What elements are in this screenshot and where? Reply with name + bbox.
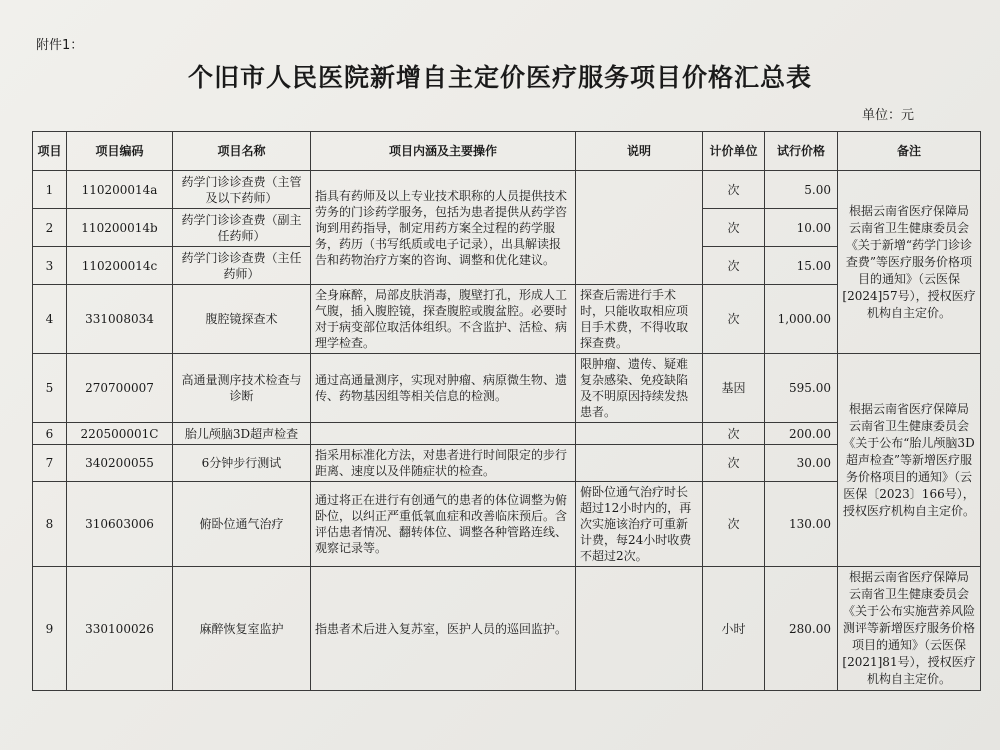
table-row — [33, 354, 981, 423]
row-unit: 小时 — [703, 567, 765, 691]
row-index: 4 — [33, 285, 67, 354]
row-index: 1 — [33, 171, 67, 209]
row-index: 8 — [33, 482, 67, 567]
row-name: 腹腔镜探查术 — [173, 285, 311, 354]
row-unit: 次 — [703, 171, 765, 209]
row-name: 俯卧位通气治疗 — [173, 482, 311, 567]
row-name: 药学门诊诊查费（副主任药师） — [173, 209, 311, 247]
row-code: 331008034 — [67, 285, 173, 354]
row-code: 220500001C — [67, 423, 173, 445]
table-row — [33, 567, 981, 691]
row-price: 5.00 — [765, 171, 838, 209]
row-content — [311, 423, 576, 445]
row-explanation: 探查后需进行手术时，只能收取相应项目手术费，不得收取探查费。 — [576, 285, 703, 354]
unit-label: 单位：元 — [862, 108, 915, 123]
row-code: 340200055 — [67, 445, 173, 482]
row-price: 200.00 — [765, 423, 838, 445]
row-code: 310603006 — [67, 482, 173, 567]
row-explanation — [576, 445, 703, 482]
page-title: 个旧市人民医院新增自主定价医疗服务项目价格汇总表 — [187, 63, 812, 92]
row-explanation: 限肿瘤、遗传、疑难复杂感染、免疫缺陷及不明原因持续发热患者。 — [576, 354, 703, 423]
row-explanation — [576, 567, 703, 691]
row-code: 330100026 — [67, 567, 173, 691]
remark-cell: 根据云南省医疗保障局 云南省卫生健康委员会《关于公布实施营养风险测评等新增医疗服务价格项目的通知》（云医保[2021]81号），授权医疗机构自主定价。 — [838, 567, 981, 691]
row-index: 6 — [33, 423, 67, 445]
row-content: 指采用标准化方法，对患者进行时间限定的步行距离、速度以及伴随症状的检查。 — [311, 445, 576, 482]
row-price: 30.00 — [765, 445, 838, 482]
row-index: 9 — [33, 567, 67, 691]
row-index: 7 — [33, 445, 67, 482]
row-unit: 次 — [703, 285, 765, 354]
row-code: 270700007 — [67, 354, 173, 423]
row-name: 胎儿颅脑3D超声检查 — [173, 423, 311, 445]
row-name: 药学门诊诊查费（主任药师） — [173, 247, 311, 285]
row-unit: 次 — [703, 482, 765, 567]
row-price: 130.00 — [765, 482, 838, 567]
row-explanation — [576, 423, 703, 445]
row-name: 麻醉恢复室监护 — [173, 567, 311, 691]
row-content: 全身麻醉，局部皮肤消毒，腹壁打孔，形成人工气腹，插入腹腔镜，探查腹腔或腹盆腔。必要时对于病变部位取活体组织。不含监护、活检、病理学检查。 — [311, 285, 576, 354]
header-content: 项目内涵及主要操作 — [311, 132, 576, 171]
header-remark: 备注 — [838, 132, 981, 171]
row-name: 高通量测序技术检查与诊断 — [173, 354, 311, 423]
row-explanation: 俯卧位通气治疗时长超过12小时内的，再次实施该治疗可重新计费，每24小时收费不超过2次。 — [576, 482, 703, 567]
row-index: 3 — [33, 247, 67, 285]
row-unit: 基因 — [703, 354, 765, 423]
row-unit: 次 — [703, 209, 765, 247]
pharmacy-explanation-cell — [576, 171, 703, 285]
pharmacy-content-cell: 指具有药师及以上专业技术职称的人员提供技术劳务的门诊药学服务，包括为患者提供从药学咨询到用药指导，制定用药方案全过程的药学服务，药历（书写纸质或电子记录），出具解读报告和药物治疗方案的咨询、调整和优化建议。 — [311, 171, 576, 285]
row-code: 110200014c — [67, 247, 173, 285]
header-index: 项目 — [33, 132, 67, 171]
header-price: 试行价格 — [765, 132, 838, 171]
row-index: 2 — [33, 209, 67, 247]
remark-cell: 根据云南省医疗保障局 云南省卫生健康委员会《关于新增“药学门诊诊查费”等医疗服务价格项目的通知》（云医保[2024]57号），授权医疗机构自主定价。 — [838, 171, 981, 354]
table-header-row — [33, 132, 981, 171]
remark-cell: 根据云南省医疗保障局 云南省卫生健康委员会《关于公布“胎儿颅脑3D超声检查”等新增医疗服务价格项目的通知》（云医保〔2023〕166号），授权医疗机构自主定价。 — [838, 354, 981, 567]
row-name: 药学门诊诊查费（主管及以下药师） — [173, 171, 311, 209]
row-price: 280.00 — [765, 567, 838, 691]
row-price: 10.00 — [765, 209, 838, 247]
row-code: 110200014b — [67, 209, 173, 247]
header-code: 项目编码 — [67, 132, 173, 171]
row-unit: 次 — [703, 423, 765, 445]
row-content: 通过高通量测序，实现对肿瘤、病原微生物、遗传、药物基因组等相关信息的检测。 — [311, 354, 576, 423]
row-unit: 次 — [703, 247, 765, 285]
row-unit: 次 — [703, 445, 765, 482]
row-price: 1,000.00 — [765, 285, 838, 354]
attachment-label: 附件1： — [36, 38, 84, 53]
row-code: 110200014a — [67, 171, 173, 209]
row-price: 595.00 — [765, 354, 838, 423]
row-content: 通过将正在进行有创通气的患者的体位调整为俯卧位，以纠正严重低氧血症和改善临床预后。含评估患者情况、翻转体位、调整各种管路连线、观察记录等。 — [311, 482, 576, 567]
row-name: 6分钟步行测试 — [173, 445, 311, 482]
table-row — [33, 171, 981, 209]
header-explanation: 说明 — [576, 132, 703, 171]
row-index: 5 — [33, 354, 67, 423]
price-table — [32, 131, 981, 691]
header-unit: 计价单位 — [703, 132, 765, 171]
header-name: 项目名称 — [173, 132, 311, 171]
row-content: 指患者术后进入复苏室，医护人员的巡回监护。 — [311, 567, 576, 691]
row-price: 15.00 — [765, 247, 838, 285]
